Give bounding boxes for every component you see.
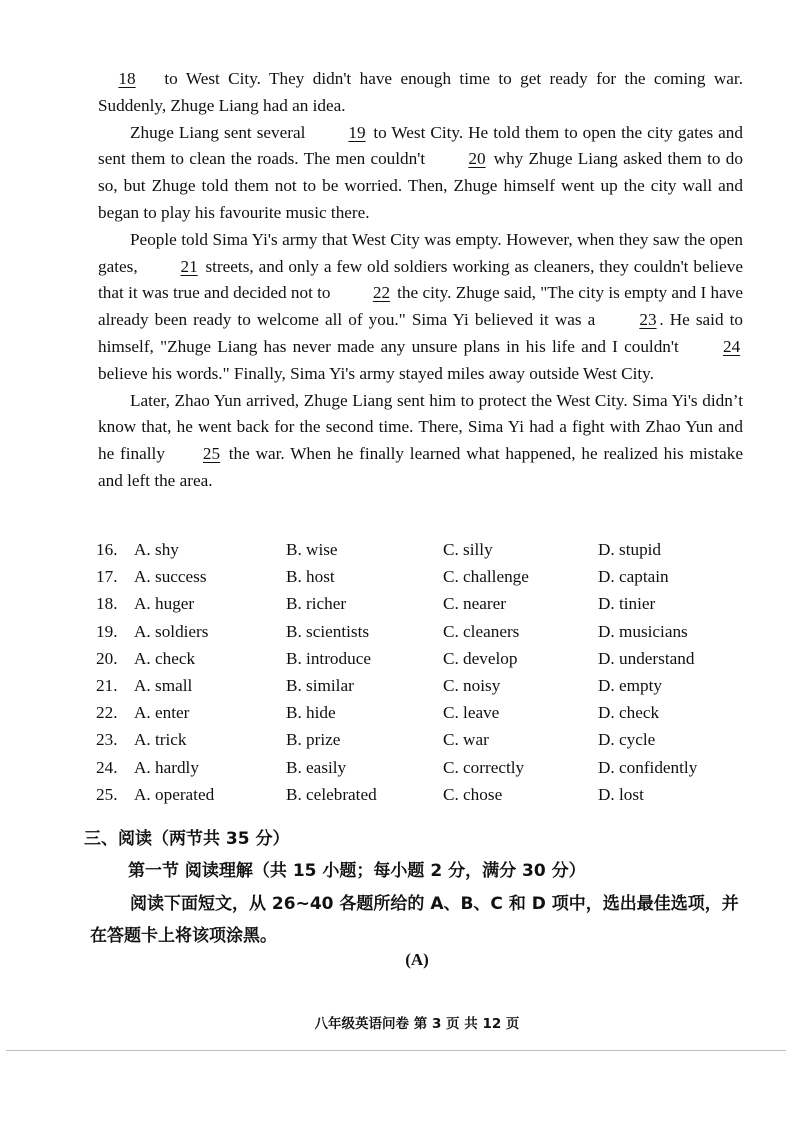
option-a: A. trick [134, 730, 187, 750]
option-c: C. war [443, 730, 489, 750]
option-b: B. scientists [286, 621, 370, 641]
option-row-25 [96, 781, 756, 808]
subsection-heading: 第一节 阅读理解（共 15 小题；每小题 2 分，满分 30 分） [128, 861, 586, 881]
passage-text: streets, and only a few old soldiers working as cleaners, they couldn't believe that it was true and decided not to [98, 256, 743, 303]
question-number: 25. [96, 784, 118, 804]
option-b: B. wise [286, 540, 338, 559]
question-number: 18. [96, 594, 118, 614]
blank-21: 21 [180, 256, 198, 276]
blank-24: 24 [723, 336, 741, 356]
option-c: C. challenge [443, 567, 529, 587]
passage-text: Zhuge Liang sent several [130, 122, 311, 142]
question-number: 20. [96, 648, 118, 668]
option-d: D. understand [598, 648, 695, 668]
passage-text: to West City. He told them to open the city gates and sent them to clean the roads. The men couldn't [98, 122, 743, 169]
question-number: 23. [96, 730, 118, 750]
passage-text: People told Sima Yi's army that West City was empty. However, when they saw the open gates, [98, 229, 743, 276]
passage-text: the war. When he finally learned what happened, he realized his mistake and left the area. [98, 444, 743, 490]
passage-text: why Zhuge Liang asked them to do so, but Zhuge told them not to be worried. Then, Zhuge himself went up the city wall and began to play his favourite music there. [98, 149, 743, 222]
blank-19: 19 [348, 122, 366, 142]
option-a: A. operated [134, 784, 215, 804]
option-a: A. success [134, 567, 207, 587]
option-row-24 [96, 754, 756, 781]
option-row-16 [96, 536, 756, 563]
option-row-17 [96, 563, 756, 590]
option-d: D. stupid [598, 540, 662, 559]
blank-25: 25 [202, 444, 221, 464]
question-number: 21. [96, 675, 118, 695]
option-a: A. huger [134, 594, 195, 614]
option-c: C. correctly [443, 757, 525, 777]
option-row-23 [96, 726, 756, 753]
option-b: B. richer [286, 594, 347, 614]
option-a: A. soldiers [134, 621, 209, 641]
option-d: D. cycle [598, 730, 656, 750]
passage-paragraph-1 [98, 66, 743, 120]
passage-text: the city. Zhuge said, "The city is empty and I have already been ready to welcome all of you." Sima Yi believed it was a [98, 283, 743, 330]
blank-22: 22 [372, 283, 391, 303]
option-c: C. develop [443, 648, 518, 668]
option-row-21 [96, 672, 756, 699]
option-a: A. hardly [134, 757, 199, 777]
option-c: C. chose [443, 784, 503, 804]
option-c: C. cleaners [443, 621, 520, 641]
section-heading: 三、阅读（两节共 35 分） [84, 829, 290, 849]
passage-paragraph-3 [98, 227, 743, 388]
option-c: C. noisy [443, 675, 501, 695]
option-b: B. similar [286, 675, 354, 695]
question-number: 17. [96, 567, 118, 587]
passage-paragraph-2 [98, 120, 743, 227]
passage-text: . He said to himself, "Zhuge Liang has never made any unsure plans in his life and I couldn't [98, 310, 743, 356]
option-d: D. captain [598, 567, 669, 587]
blank-20: 20 [468, 149, 486, 169]
option-a: A. shy [134, 540, 179, 559]
question-number: 19. [96, 621, 118, 641]
passage-paragraph-4 [98, 388, 743, 495]
option-row-22 [96, 699, 756, 726]
option-d: D. check [598, 703, 660, 723]
question-number: 22. [96, 703, 118, 723]
option-d: D. lost [598, 784, 644, 804]
question-number: 16. [96, 540, 118, 559]
option-c: C. leave [443, 703, 500, 723]
option-row-20 [96, 645, 756, 672]
cloze-passage [98, 66, 743, 495]
bottom-divider [6, 1050, 786, 1051]
option-d: D. musicians [598, 621, 688, 641]
option-a: A. small [134, 675, 193, 695]
blank-18: 18 [118, 69, 136, 88]
passage-text: believe his words." Finally, Sima Yi's army stayed miles away outside West City. [98, 363, 654, 383]
passage-text: Later, Zhao Yun arrived, Zhuge Liang sent him to protect the West City. Sima Yi's didn’t know that, he went back for the second time. There, Sima Yi had a fight with Zhao Yun and he finally [98, 390, 743, 464]
question-number: 24. [96, 757, 118, 777]
blank-23: 23 [639, 310, 657, 330]
option-d: D. empty [598, 675, 662, 695]
reading-instruction: 阅读下面短文，从 26~40 各题所给的 A、B、C 和 D 项中，选出最佳选项，并在答题卡上将该项涂黑。 [90, 894, 739, 946]
part-label: (A) [405, 950, 429, 969]
option-b: B. prize [286, 730, 341, 750]
option-d: D. confidently [598, 757, 698, 777]
option-a: A. enter [134, 703, 190, 723]
option-b: B. host [286, 567, 335, 587]
option-b: B. introduce [286, 648, 371, 668]
option-b: B. celebrated [286, 784, 377, 804]
option-c: C. silly [443, 540, 493, 559]
option-d: D. tinier [598, 594, 656, 614]
option-c: C. nearer [443, 594, 506, 614]
option-a: A. check [134, 648, 196, 668]
option-row-19 [96, 618, 756, 645]
option-b: B. easily [286, 757, 347, 777]
passage-text: to West City. They didn't have enough time to get ready for the coming war. Suddenly, Zhuge Liang had an idea. [98, 69, 743, 115]
page-footer: 八年级英语问卷 第 3 页 共 12 页 [314, 1016, 520, 1032]
option-b: B. hide [286, 703, 336, 723]
answer-options-table [96, 536, 756, 808]
option-row-18 [96, 590, 756, 617]
